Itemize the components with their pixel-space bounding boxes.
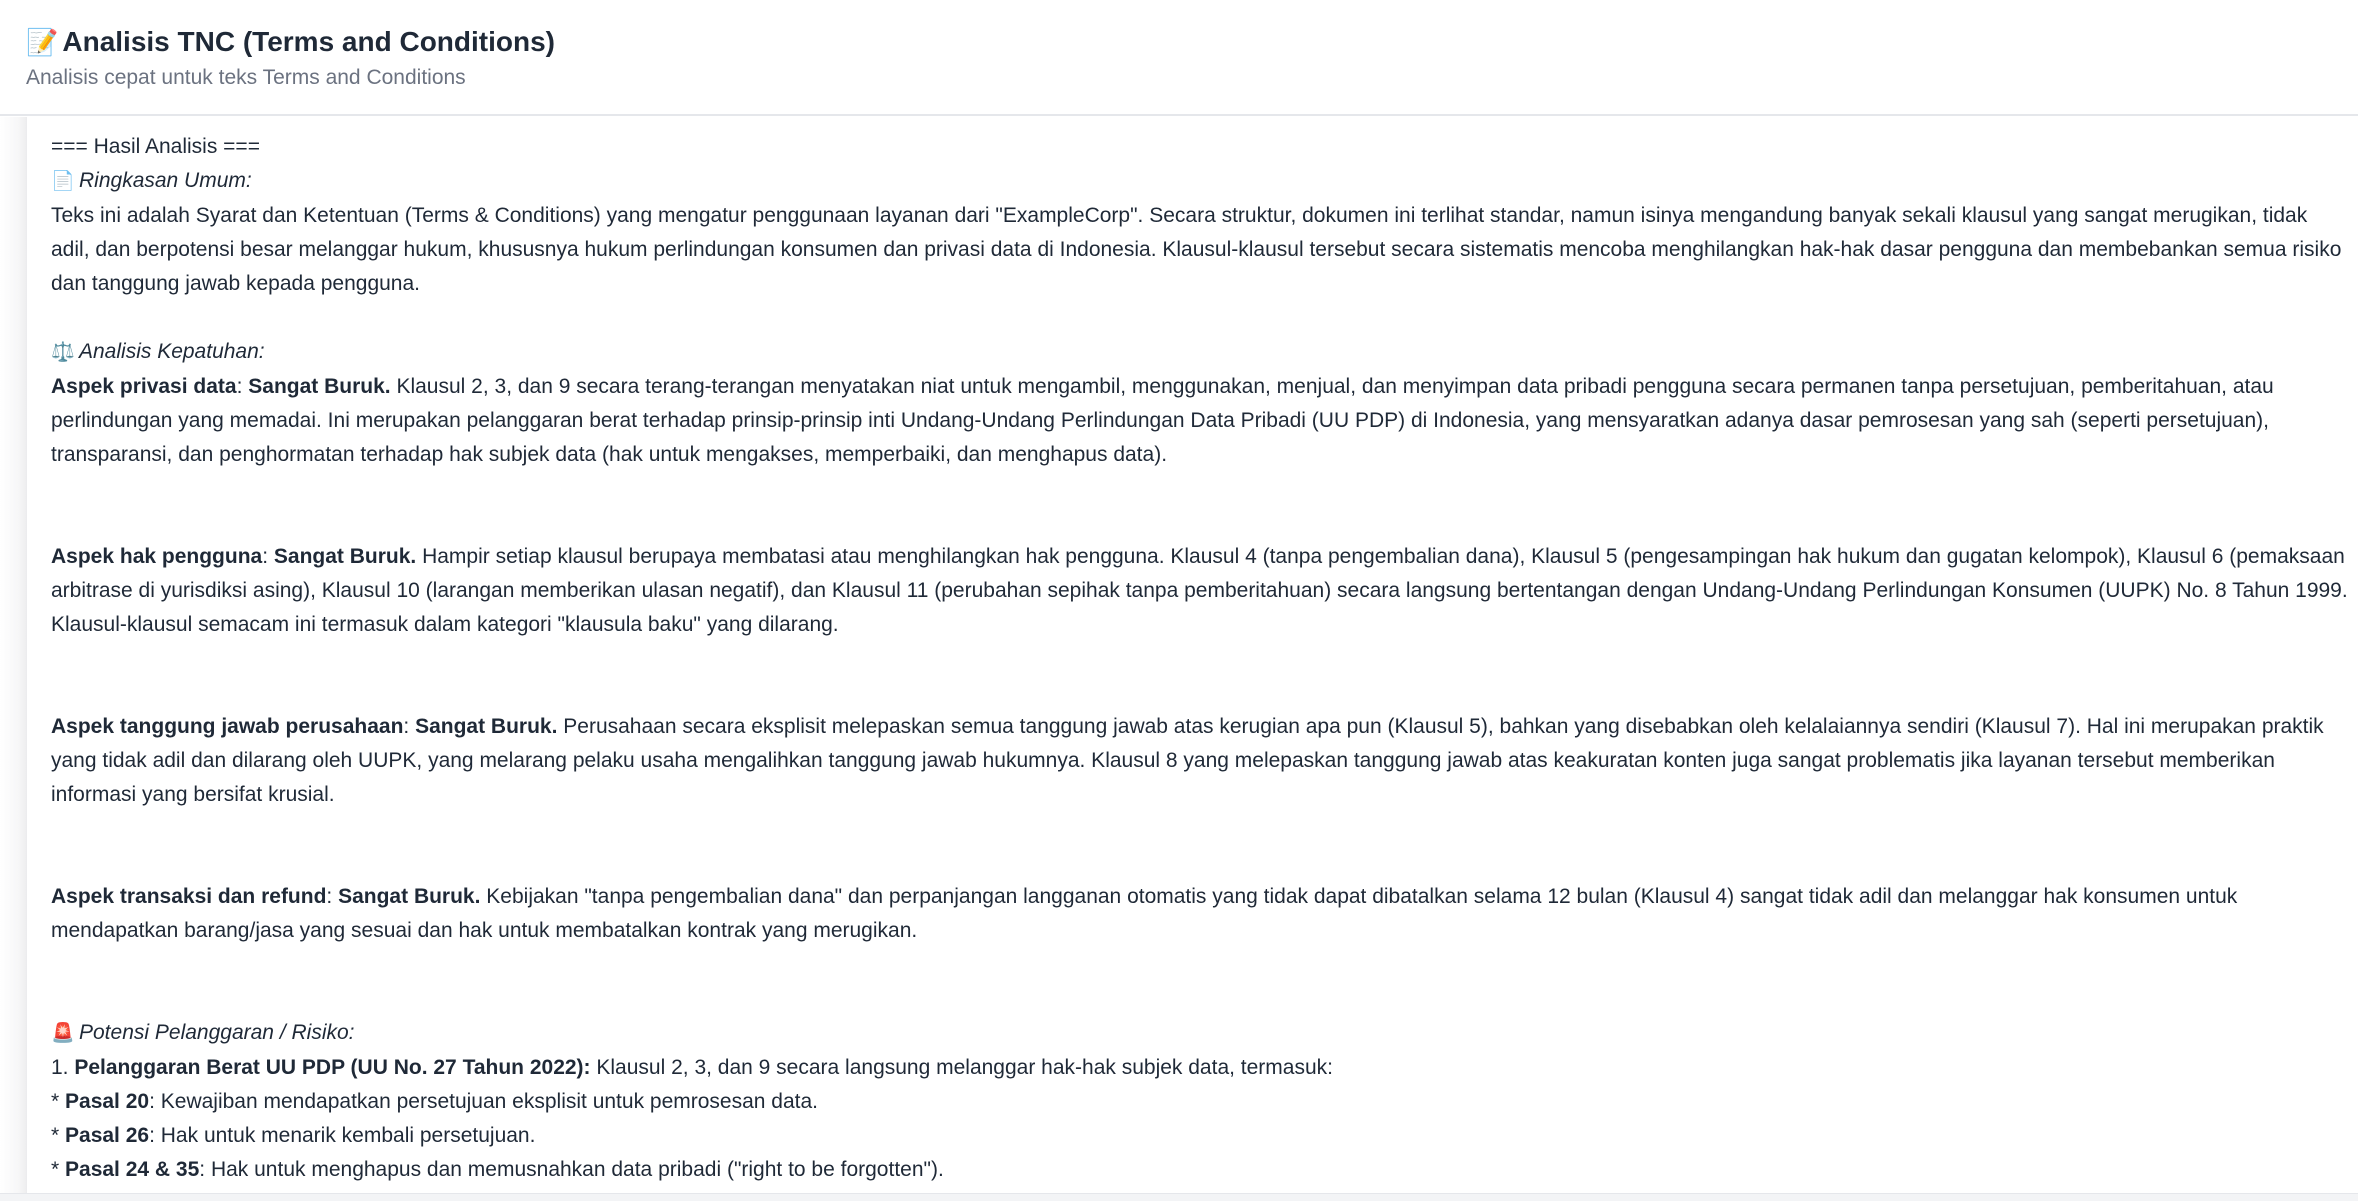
aspect-privacy [51,370,2351,472]
result-heading: === Hasil Analisis === [51,135,260,158]
aspect-transaction-refund [51,880,2351,948]
article-text: : Hak untuk menghapus dan memusnahkan data pribadi ("right to be forgotten"). [199,1158,944,1181]
bullet: * [51,1090,66,1113]
spacer [51,301,2351,335]
page-title [26,22,555,62]
scales-icon: ⚖️ [51,342,75,363]
aspect-text: Hampir setiap klausul berupaya membatasi atau menghilangkan hak pengguna. Klausul 4 (tanpa pengembalian dana), Klausul 5 (pengesampingan hak hukum dan gugatan kelompok), Klausul 6 (pemaksaan arbitrase di yurisdiksi asing), Klausul 10 (larangan memberikan ulasan negatif), dan Klausul 11 (perubahan sepihak tanpa pemberitahuan) secara langsung bertentangan dengan Undang-Undang Perlindungan Konsumen (UUPK) No. 8 Tahun 1999. Klausul-klausul semacam ini termasuk dalam kategori "klausula baku" yang dilarang. [51,545,2348,636]
siren-icon: 🚨 [51,1023,75,1044]
risk-item [51,1051,2351,1085]
aspect-name: Aspek hak pengguna [51,545,263,568]
aspect-sep: : [403,715,416,738]
article-label: Pasal 24 & 35 [65,1158,200,1181]
aspect-text: Klausul 2, 3, dan 9 secara terang-terangan menyatakan niat untuk mengambil, menggunakan, menjual, dan menyimpan data pribadi pengguna secara permanen tanpa persetujuan, pemberitahuan, atau perlindungan yang memadai. Ini merupakan pelanggaran berat terhadap prinsip-prinsip inti Undang-Undang Perlindungan Data Pribadi (UU PDP) di Indonesia, yang mensyaratkan adanya dasar pemrosesan yang sah (seperti persetujuan), transparansi, dan penghormatan terhadap hak subjek data (hak untuk mengakses, memperbaiki, dan menghapus data). [51,375,2274,466]
spacer [51,948,2351,982]
aspect-sep: : [262,545,274,568]
page-subtitle: Analisis cepat untuk teks Terms and Conditions [26,66,466,89]
summary-heading [51,164,2351,199]
article-label: Pasal 26 [65,1124,150,1147]
risk-number: 1. [51,1056,75,1079]
risk-title: Pelanggaran Berat UU PDP (UU No. 27 Tahun 2022): [74,1056,591,1079]
risk-subitem [51,1085,2351,1119]
spacer [51,846,2351,880]
app-header [0,0,2358,116]
summary-text: Teks ini adalah Syarat dan Ketentuan (Terms & Conditions) yang mengatur penggunaan layanan dari "ExampleCorp". Secara struktur, dokumen ini terlihat standar, namun isinya mengandung banyak sekali klausul yang sangat merugikan, tidak adil, dan berpotensi besar melanggar hukum, khususnya hukum perlindungan konsumen dan privasi data di Indonesia. Klausul-klausul tersebut secara sistematis mencoba menghilangkan hak-hak dasar pengguna dan membebankan semua risiko dan tanggung jawab kepada pengguna. [51,204,2342,295]
compliance-label: Analisis Kepatuhan: [79,340,265,363]
bullet: * [51,1124,66,1147]
risks-heading [51,1016,2351,1051]
aspect-name: Aspek transaksi dan refund [51,885,327,908]
aspect-sep: : [236,375,249,398]
spacer [51,472,2351,506]
document-icon: 📄 [51,171,75,192]
aspect-name: Aspek tanggung jawab perusahaan [51,715,404,738]
aspect-text: Perusahaan secara eksplisit melepaskan semua tanggung jawab atas kerugian apa pun (Klausul 5), bahkan yang disebabkan oleh kelalaiannya sendiri (Klausul 7). Hal ini merupakan praktik yang tidak adil dan dilarang oleh UUPK, yang melarang pelaku usaha mengalihkan tanggung jawab hukumnya. Klausul 8 yang melepaskan tanggung jawab atas keakuratan konten juga sangat problematis jika layanan tersebut memberikan informasi yang bersifat krusial. [51,715,2324,806]
article-label: Pasal 20 [65,1090,150,1113]
aspect-rating: Sangat Buruk. [248,375,391,398]
bullet: * [51,1158,66,1181]
article-text: : Hak untuk menarik kembali persetujuan. [149,1124,536,1147]
aspect-user-rights [51,540,2351,642]
risks-label: Potensi Pelanggaran / Risiko: [79,1021,355,1044]
analysis-output [51,130,2351,1187]
aspect-rating: Sangat Buruk. [273,545,417,568]
aspect-rating: Sangat Buruk. [415,715,558,738]
compliance-heading [51,335,2351,370]
risk-text: Klausul 2, 3, dan 9 secara langsung melanggar hak-hak subjek data, termasuk: [590,1056,1333,1079]
page-title-text: Analisis TNC (Terms and Conditions) [62,26,555,57]
article-text: : Kewajiban mendapatkan persetujuan eksplisit untuk pemrosesan data. [149,1090,819,1113]
aspect-name: Aspek privasi data [51,375,237,398]
aspect-rating: Sangat Buruk. [338,885,481,908]
left-gutter [0,117,27,1200]
spacer [51,506,2351,540]
risk-subitem [51,1153,2351,1187]
risk-subitem [51,1119,2351,1153]
aspect-text: Kebijakan "tanpa pengembalian dana" dan perpanjangan langganan otomatis yang tidak dapat dibatalkan selama 12 bulan (Klausul 4) sangat tidak adil dan melanggar hak konsumen untuk mendapatkan barang/jasa yang sesuai dan hak untuk membatalkan kontrak yang merugikan. [51,885,2238,942]
aspect-company-liability [51,710,2351,812]
spacer [51,982,2351,1016]
spacer [51,676,2351,710]
aspect-sep: : [326,885,339,908]
summary-label: Ringkasan Umum: [79,169,252,192]
memo-icon: 📝 [26,27,59,57]
analysis-output-panel[interactable] [27,117,2358,1190]
spacer [51,642,2351,676]
spacer [51,812,2351,846]
